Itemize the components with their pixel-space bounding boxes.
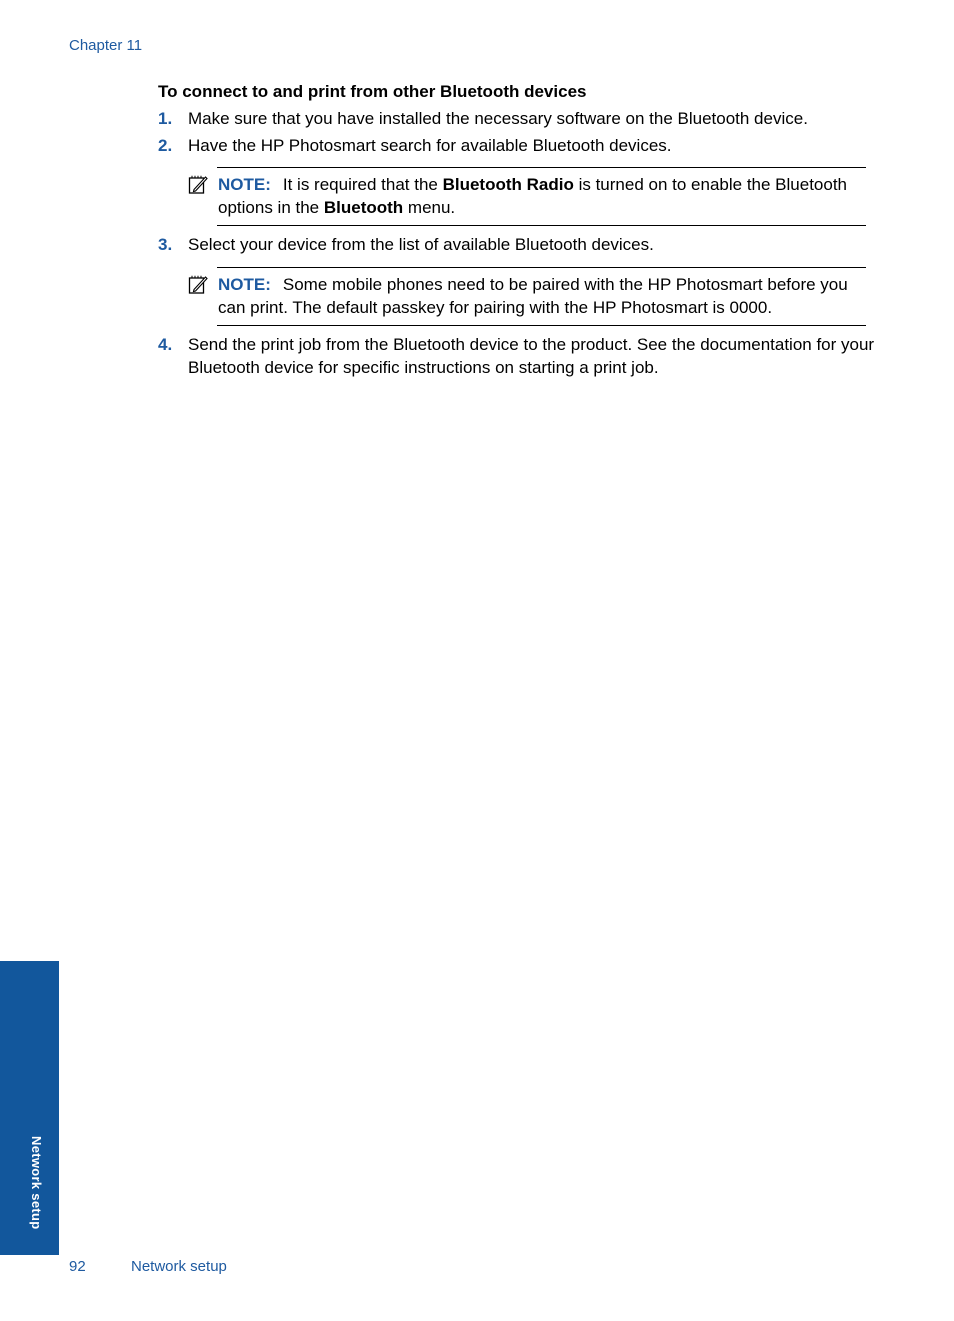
section-heading: To connect to and print from other Bluetooth devices bbox=[158, 82, 587, 101]
note-body bbox=[218, 173, 866, 219]
note-text-part: menu. bbox=[403, 198, 456, 217]
note-pairing bbox=[188, 267, 866, 326]
step-number: 3. bbox=[158, 235, 173, 254]
side-tab-label: Network setup bbox=[29, 1136, 44, 1230]
step-number: 1. bbox=[158, 109, 173, 128]
note-top-rule bbox=[217, 267, 866, 268]
note-top-rule bbox=[217, 167, 866, 168]
step-1 bbox=[158, 107, 878, 130]
footer-section-title: Network setup bbox=[131, 1258, 227, 1275]
note-text: Some mobile phones need to be paired with the HP Photosmart before you can print. The default passkey for pairing with the HP Photosmart is 0000. bbox=[218, 275, 848, 317]
note-text-part: It is required that the bbox=[282, 175, 443, 194]
note-pad-icon bbox=[188, 174, 208, 194]
note-pad-icon bbox=[188, 274, 208, 294]
step-text: Have the HP Photosmart search for available Bluetooth devices. bbox=[188, 136, 672, 155]
step-2 bbox=[158, 134, 878, 157]
note-emphasis: Bluetooth Radio bbox=[442, 175, 574, 194]
step-text: Make sure that you have installed the necessary software on the Bluetooth device. bbox=[188, 109, 808, 128]
step-4 bbox=[158, 333, 878, 379]
note-bluetooth-radio bbox=[188, 167, 866, 226]
chapter-header: Chapter 11 bbox=[69, 37, 143, 54]
note-label: NOTE: bbox=[218, 175, 271, 194]
note-emphasis: Bluetooth bbox=[323, 198, 404, 217]
step-number: 4. bbox=[158, 335, 173, 354]
note-bottom-rule bbox=[217, 225, 866, 226]
note-body bbox=[218, 273, 866, 319]
step-text: Send the print job from the Bluetooth device to the product. See the documentation for your Bluetooth device for specific instructions on starting a print job. bbox=[188, 335, 875, 377]
step-3 bbox=[158, 233, 878, 256]
step-number: 2. bbox=[158, 136, 173, 155]
page-number: 92 bbox=[69, 1258, 86, 1275]
note-bottom-rule bbox=[217, 325, 866, 326]
note-text-part: is turned on to enable the Bluetooth options in the bbox=[218, 175, 848, 217]
step-text: Select your device from the list of available Bluetooth devices. bbox=[188, 235, 654, 254]
note-label: NOTE: bbox=[218, 275, 271, 294]
